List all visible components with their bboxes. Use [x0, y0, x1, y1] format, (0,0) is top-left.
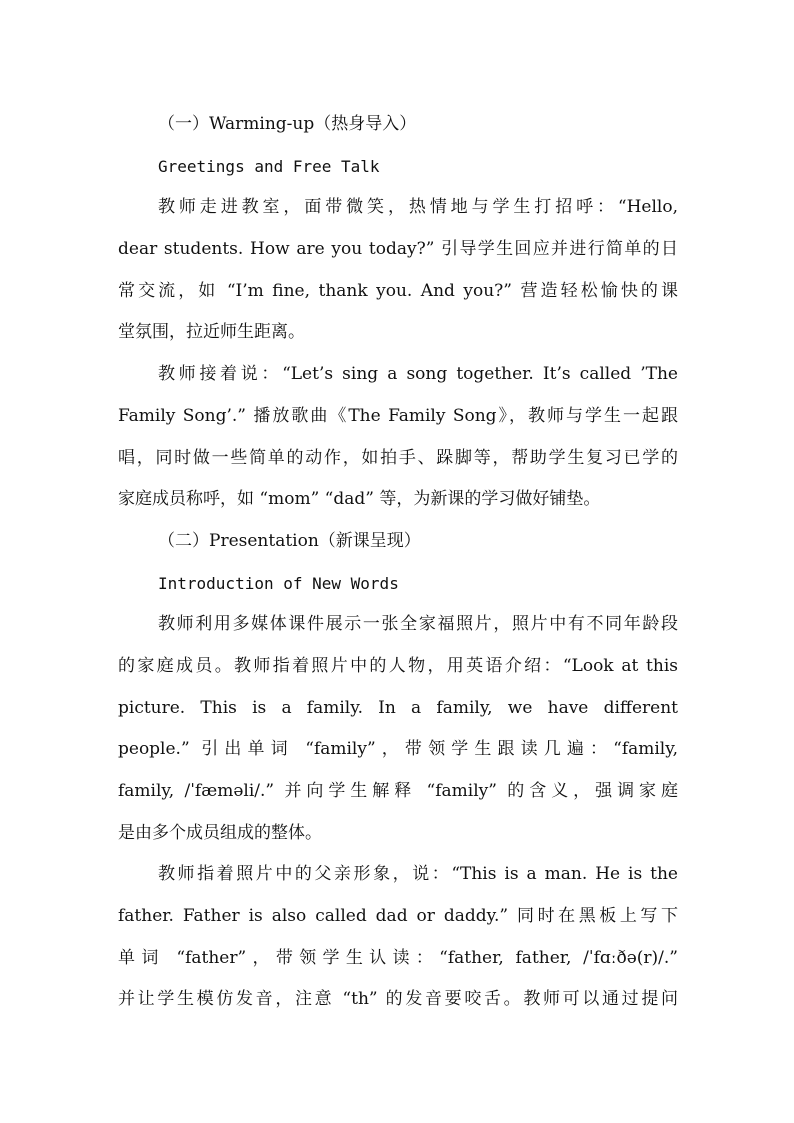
paragraph-line: 单词 “father”，带领学生认读：“father, father, /ˈfɑːðə(r)/.” — [118, 947, 678, 968]
paragraph-line: 教师指着照片中的父亲形象，说：“This is a man. He is the — [158, 864, 678, 885]
paragraph-line: 堂氛围，拉近师生距离。 — [118, 322, 305, 343]
paragraph-line: family, /ˈfæməli/.” 并向学生解释 “family” 的含义，强调家庭 — [118, 781, 678, 801]
paragraph-song — [118, 354, 678, 521]
subheading-greetings: Greetings and Free Talk — [158, 156, 380, 176]
section-heading-presentation: （二）Presentation（新课呈现） — [158, 530, 421, 551]
paragraph-line: 唱，同时做一些简单的动作，如拍手、跺脚等，帮助学生复习已学的 — [118, 447, 678, 468]
paragraph-line: Family Song’.” 播放歌曲《The Family Song》，教师与学生一起跟 — [118, 405, 678, 426]
paragraph-line: 家庭成员称呼，如 “mom” “dad” 等，为新课的学习做好铺垫。 — [118, 489, 601, 510]
paragraph-line: 是由多个成员组成的整体。 — [118, 822, 322, 843]
paragraph-line: 的家庭成员。教师指着照片中的人物，用英语介绍：“Look at this — [118, 655, 678, 676]
paragraph-line: 常交流，如 “I’m fine, thank you. And you?” 营造轻松愉快的课 — [118, 280, 678, 301]
subheading-new-words: Introduction of New Words — [158, 573, 399, 593]
paragraph-family — [118, 604, 678, 854]
paragraph-line: father. Father is also called dad or daddy.” 同时在黑板上写下 — [118, 906, 678, 927]
paragraph-line: 教师利用多媒体课件展示一张全家福照片，照片中有不同年龄段 — [158, 614, 678, 635]
section-heading-warming-up: （一）Warming-up（热身导入） — [158, 114, 417, 134]
paragraph-line: 教师接着说：“Let’s sing a song together. It’s called ’The — [158, 364, 678, 385]
paragraph-line: 教师走进教室，面带微笑，热情地与学生打招呼：“Hello, — [158, 197, 678, 218]
paragraph-line: picture. This is a family. In a family, we have different — [118, 697, 678, 718]
paragraph-line: people.” 引出单词 “family”，带领学生跟读几遍：“family, — [118, 739, 678, 760]
paragraph-greeting — [118, 187, 678, 354]
paragraph-line: dear students. How are you today?” 引导学生回应并进行简单的日 — [118, 239, 678, 260]
document-body — [118, 104, 678, 1021]
paragraph-line: 并让学生模仿发音，注意 “th” 的发音要咬舌。教师可以通过提问 — [118, 989, 678, 1010]
paragraph-father — [118, 854, 678, 1021]
